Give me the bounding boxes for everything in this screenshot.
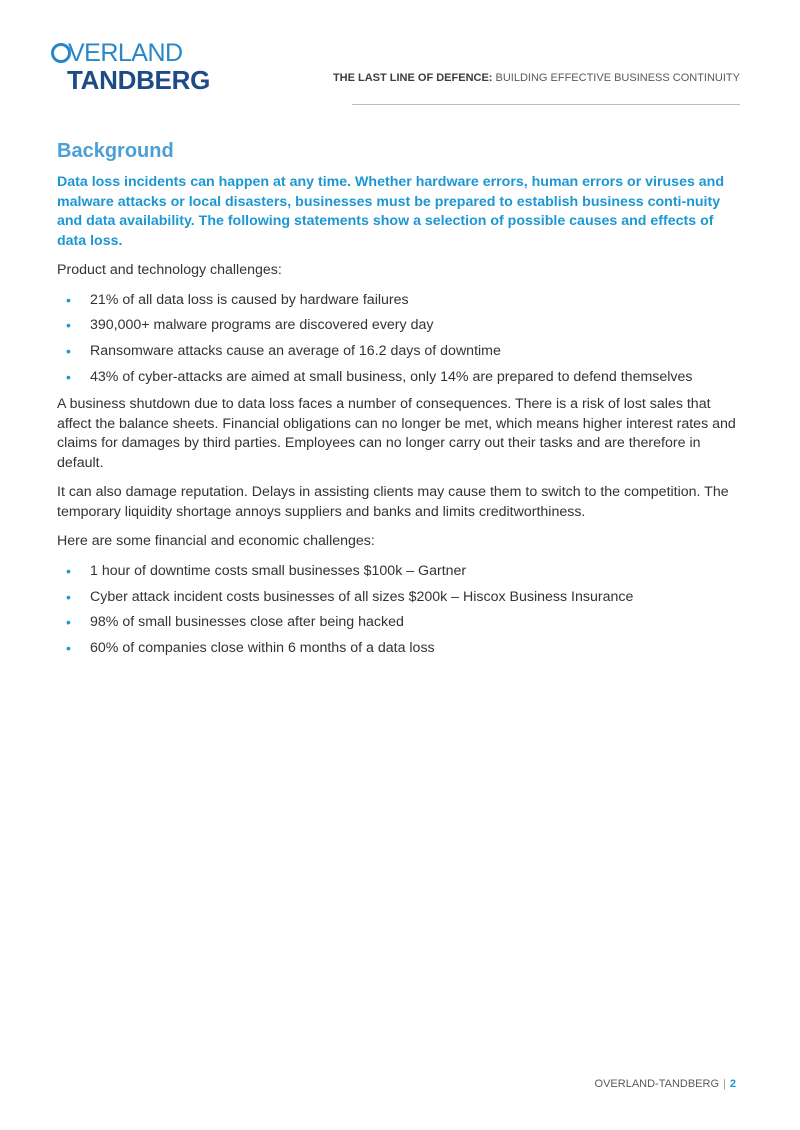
bullet-icon: • bbox=[66, 588, 71, 605]
bullet-icon: • bbox=[66, 562, 71, 579]
footer-separator: | bbox=[723, 1078, 726, 1090]
document-header-title bbox=[333, 72, 740, 84]
list-item: • Ransomware attacks cause an average of 16.2 days of downtime bbox=[57, 342, 742, 362]
header-divider bbox=[352, 104, 740, 105]
product-challenges-list bbox=[57, 291, 742, 388]
logo-line-1 bbox=[51, 38, 183, 68]
list-item: • 60% of companies close within 6 months of a data loss bbox=[57, 639, 742, 659]
consequences-paragraph: A business shutdown due to data loss faces a number of consequences. There is a risk of lost sales that affect the balance sheets. Financial obligations can no longer be met, which means higher interest rates and claims for damages by third parties. Employees can no longer carry out their tasks and are therefore in default. bbox=[57, 396, 736, 471]
list-item: • 43% of cyber-attacks are aimed at small business, only 14% are prepared to defend themselves bbox=[57, 368, 742, 388]
list-item: • 98% of small businesses close after being hacked bbox=[57, 613, 742, 633]
section-heading: Background bbox=[57, 140, 174, 162]
main-content bbox=[57, 138, 742, 667]
bullet-icon: • bbox=[66, 614, 71, 631]
logo-line-1-rest: VERLAND bbox=[68, 39, 183, 67]
bullet-icon: • bbox=[66, 291, 71, 308]
financial-challenges-list bbox=[57, 562, 742, 659]
bullet-icon: • bbox=[66, 317, 71, 334]
bullet-icon: • bbox=[66, 368, 71, 385]
bullet-icon: • bbox=[66, 640, 71, 657]
list-item: • 21% of all data loss is caused by hardware failures bbox=[57, 291, 742, 311]
company-logo bbox=[51, 38, 216, 98]
bullet-icon: • bbox=[66, 343, 71, 360]
intro-financial-challenges: Here are some financial and economic challenges: bbox=[57, 533, 375, 550]
page-footer bbox=[595, 1078, 736, 1090]
list-item: • 390,000+ malware programs are discovered every day bbox=[57, 316, 742, 336]
footer-company: OVERLAND-TANDBERG bbox=[594, 1078, 720, 1090]
list-item: • 1 hour of downtime costs small businesses $100k – Gartner bbox=[57, 562, 742, 582]
logo-line-2: TANDBERG bbox=[67, 65, 210, 95]
list-item: • Cyber attack incident costs businesses of all sizes $200k – Hiscox Business Insurance bbox=[57, 588, 742, 608]
lead-paragraph: Data loss incidents can happen at any time. Whether hardware errors, human errors or viruses and malware attacks or local disasters, businesses must be prepared to establish business conti-nuity and data availability. The following statements show a selection of possible causes and effects of data loss. bbox=[57, 174, 725, 249]
intro-product-challenges: Product and technology challenges: bbox=[57, 262, 282, 278]
header-title-bold: THE LAST LINE OF DEFENCE: bbox=[332, 72, 493, 84]
page-number: 2 bbox=[729, 1078, 736, 1090]
header-title-rest: BUILDING EFFECTIVE BUSINESS CONTINUITY bbox=[492, 72, 740, 84]
reputation-paragraph: It can also damage reputation. Delays in assisting clients may cause them to switch to the competition. The temporary liquidity shortage annoys suppliers and banks and limits creditworthiness. bbox=[57, 484, 729, 520]
